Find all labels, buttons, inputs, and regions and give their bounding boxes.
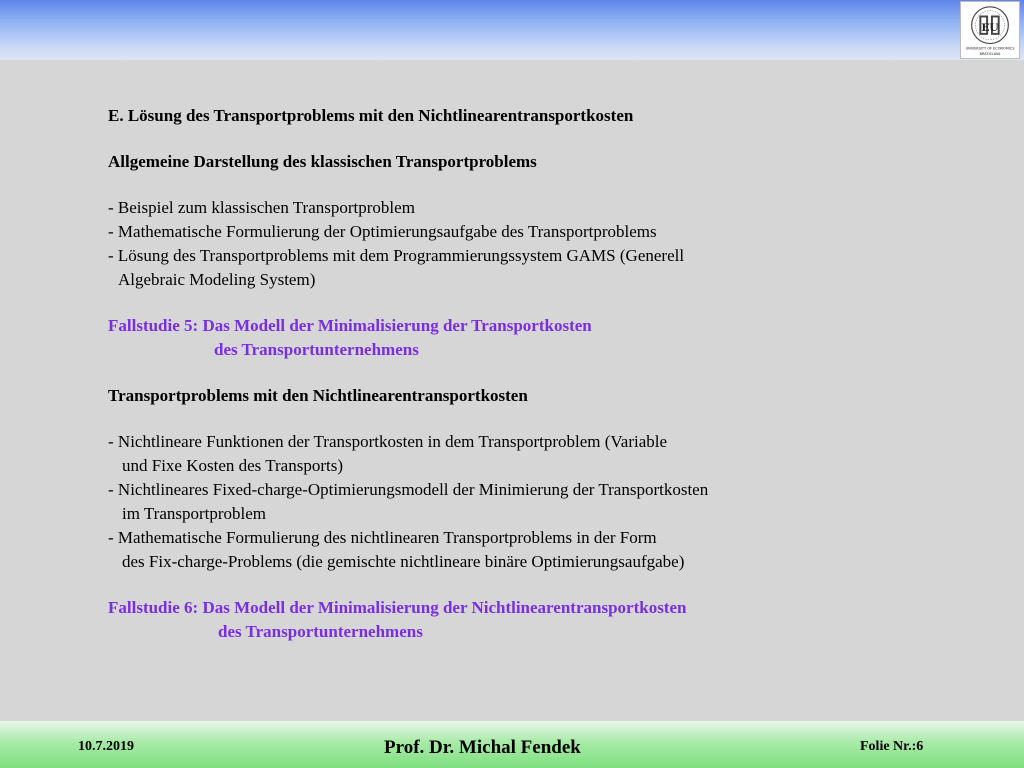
slide-line: des Transportunternehmens [214, 340, 419, 359]
slide-line: des Transportunternehmens [218, 622, 423, 641]
slide-line: im Transportproblem [122, 504, 267, 523]
spacer [108, 174, 968, 196]
slide-line: - Nichtlineares Fixed-charge-Optimierungsmodell der Minimierung der Transportkosten [108, 480, 709, 499]
slide-line: - Beispiel zum klassischen Transportproblem [108, 198, 415, 217]
slide-line: Transportproblems mit den Nichtlinearentransportkosten [108, 386, 528, 405]
slide-line: Fallstudie 5: Das Modell der Minimalisierung der Transportkosten [108, 316, 592, 335]
slide-line: - Mathematische Formulierung des nichtlinearen Transportproblems in der Form [108, 528, 657, 547]
university-logo [960, 1, 1020, 59]
spacer [108, 128, 968, 150]
slide-line: und Fixe Kosten des Transports) [122, 456, 344, 475]
slide-line: - Nichtlineare Funktionen der Transportkosten in dem Transportproblem (Variable [108, 432, 668, 451]
slide-footer-bar [0, 721, 1024, 768]
spacer [108, 574, 968, 596]
slide-header-bar [0, 0, 1024, 60]
slide-line: - Lösung des Transportproblems mit dem Programmierungssystem GAMS (Generell [108, 246, 685, 265]
logo-letters: EU [981, 20, 999, 34]
spacer [108, 362, 968, 384]
slide-line: Allgemeine Darstellung des klassischen Transportproblems [108, 152, 537, 171]
spacer [108, 408, 968, 430]
slide-line: Fallstudie 6: Das Modell der Minimalisierung der Nichtlinearentransportkosten [108, 598, 687, 617]
slide-line: Algebraic Modeling System) [118, 270, 316, 289]
slide-line: - Mathematische Formulierung der Optimierungsaufgabe des Transportproblems [108, 222, 657, 241]
footer-slide-number: Folie Nr.:6 [860, 739, 924, 754]
slide-line: E. Lösung des Transportproblems mit den Nichtlinearentransportkosten [108, 106, 634, 125]
slide-line: des Fix-charge-Problems (die gemischte nichtlineare binäre Optimierungsaufgabe) [122, 552, 685, 571]
footer-date: 10.7.2019 [78, 739, 134, 754]
footer-author: Prof. Dr. Michal Fendek [384, 737, 581, 758]
logo-caption: UNIVERSITY OF ECONOMICS [965, 46, 1015, 51]
slide-content [108, 104, 968, 644]
logo-city: BRATISLAVA [979, 52, 1001, 57]
university-seal-icon [961, 2, 1019, 58]
spacer [108, 292, 968, 314]
